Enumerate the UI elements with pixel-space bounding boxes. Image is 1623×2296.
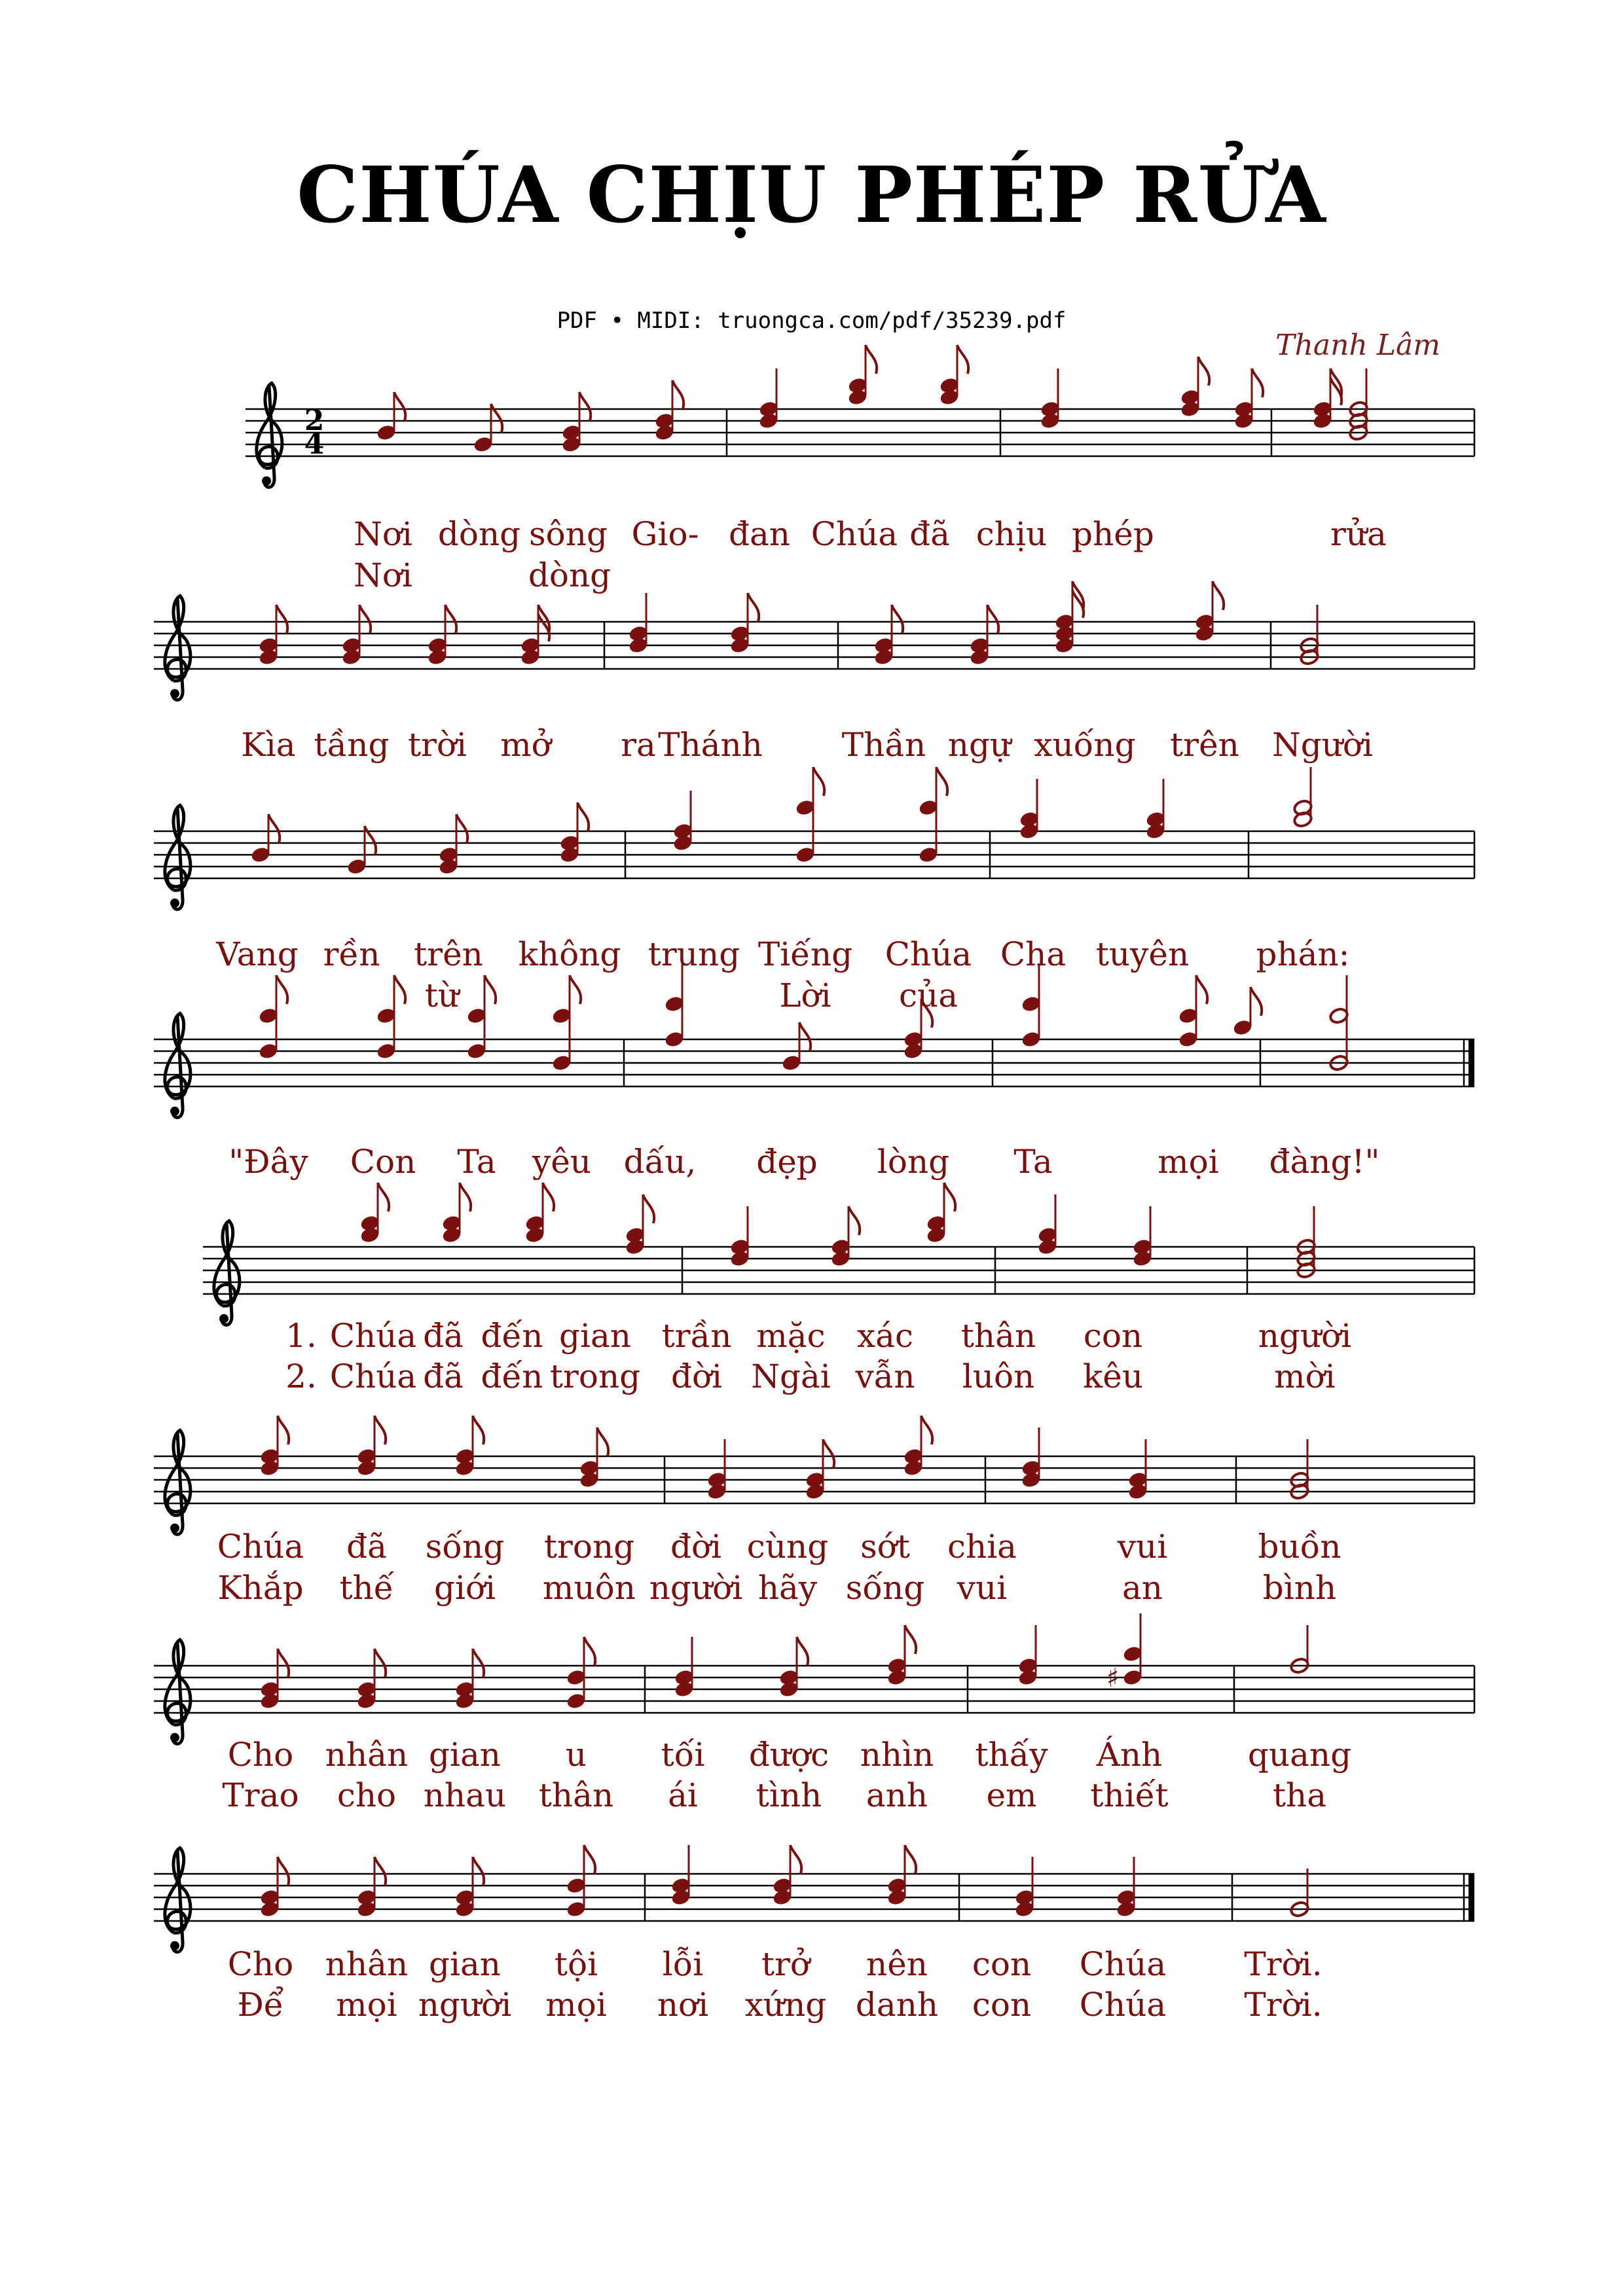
lyric-syllable: cho — [337, 1776, 397, 1814]
note-flag — [278, 1649, 289, 1677]
note-chord — [782, 1022, 811, 1071]
note-chord — [442, 1183, 471, 1244]
lyric-syllable: của — [898, 977, 958, 1014]
lyric-syllable: người — [418, 1986, 512, 2024]
note-chord — [1116, 1857, 1137, 1918]
lyric-syllable: Cho — [227, 1736, 294, 1774]
note-chord — [1290, 1625, 1310, 1674]
note-chord — [665, 963, 685, 1048]
lyric-syllable: đã — [346, 1528, 387, 1566]
lyric-syllable: trên — [1170, 726, 1239, 764]
lyric-syllable: muôn — [543, 1569, 636, 1607]
lyric-syllable: em — [986, 1776, 1037, 1814]
note-chord — [730, 1206, 750, 1267]
note-chord — [926, 1183, 956, 1244]
lyric-syllable: Cho — [227, 1945, 294, 1983]
note-flag — [799, 1022, 811, 1051]
final-bar-thick — [1468, 1039, 1474, 1086]
note-chord — [376, 975, 406, 1060]
note-flag — [936, 767, 947, 796]
lyric-syllable: 1. — [285, 1317, 317, 1355]
lyric-syllable: rửa — [1330, 515, 1387, 553]
note-chord — [1015, 1857, 1035, 1918]
lyric-syllable: trần — [661, 1317, 732, 1355]
lyric-syllable: Gio- — [631, 515, 699, 553]
note-chord — [1055, 581, 1084, 654]
lyric-syllable: dòng — [528, 556, 611, 594]
note-chord — [673, 791, 693, 852]
lyric-syllable: tình — [756, 1776, 822, 1814]
note-chord — [848, 345, 877, 406]
note-chord — [376, 392, 406, 441]
note-flag — [1213, 581, 1224, 610]
lyric-syllable: con — [972, 1986, 1032, 2024]
lyric-syllable: luôn — [962, 1357, 1035, 1395]
note-chord — [467, 975, 496, 1060]
note-flag — [584, 1637, 595, 1666]
treble-clef-dot — [219, 1314, 228, 1323]
lyric-syllable: gian — [558, 1317, 632, 1355]
lyric-syllable: mọi — [336, 1986, 397, 2024]
lyric-syllable: đã — [909, 515, 950, 553]
lyric-syllable: được — [748, 1736, 830, 1774]
note-chord — [759, 368, 779, 429]
note-chord — [473, 404, 503, 453]
lyric-syllable: Chúa — [811, 515, 898, 553]
note-flag — [797, 1637, 808, 1666]
note-flag — [1252, 368, 1263, 397]
note-flag — [359, 605, 371, 634]
lyric-syllable: u — [565, 1736, 587, 1774]
lyric-syllable: buồn — [1258, 1528, 1341, 1566]
note-chord — [1329, 975, 1349, 1071]
note-chord — [919, 767, 948, 863]
lyric-syllable: xứng — [744, 1986, 827, 2024]
lyric-syllable: Nơi — [354, 556, 412, 594]
note-chord — [1233, 987, 1262, 1036]
note-flag — [491, 404, 502, 433]
lyric-syllable: thế — [339, 1569, 394, 1607]
lyric-syllable: rền — [323, 935, 380, 973]
lyric-syllable: thân — [538, 1776, 614, 1814]
lyric-syllable: vui — [1117, 1528, 1168, 1566]
note-flag — [394, 392, 405, 421]
treble-clef-dot — [170, 1941, 179, 1950]
note-flag — [278, 1416, 289, 1444]
lyric-syllable: sông — [529, 515, 608, 553]
note-flag — [944, 1183, 955, 1211]
lyric-syllable: ra — [621, 726, 656, 764]
lyric-syllable: Ngài — [751, 1357, 831, 1395]
note-flag — [456, 814, 467, 843]
lyric-syllable: Lời — [779, 977, 831, 1014]
lyric-syllable: giới — [433, 1569, 496, 1607]
lyric-syllable: hãy — [757, 1569, 818, 1607]
final-bar-thick — [1468, 1874, 1474, 1921]
lyric-syllable: lòng — [877, 1143, 950, 1181]
lyric-syllable: bình — [1262, 1569, 1337, 1607]
lyric-syllable: vẫn — [855, 1357, 915, 1395]
lyric-syllable: không — [518, 935, 621, 973]
lyric-syllable: đến — [481, 1357, 543, 1395]
note-chord — [1146, 779, 1166, 840]
note-flag — [473, 1649, 484, 1677]
treble-clef-dot — [170, 1107, 179, 1116]
lyric-syllable: Vang — [216, 935, 299, 973]
note-flag — [579, 392, 591, 421]
note-flag — [597, 1427, 608, 1456]
note-chord — [674, 1637, 695, 1698]
lyric-syllable: sớt — [860, 1528, 910, 1566]
lyric-syllable: tầng — [314, 726, 390, 764]
lyric-syllable: Con — [350, 1143, 416, 1181]
treble-clef-icon — [257, 383, 282, 487]
lyric-syllable: Thần — [841, 726, 926, 764]
lyric-syllable: mọi — [1158, 1143, 1219, 1181]
note-chord — [1018, 1625, 1038, 1686]
lyric-syllable: nhân — [325, 1945, 409, 1983]
lyric-syllable: Chúa — [329, 1357, 417, 1395]
lyric-syllable: vui — [957, 1569, 1008, 1607]
lyric-syllable: trời — [407, 726, 467, 764]
note-chord — [1349, 368, 1369, 441]
lyric-syllable: anh — [866, 1776, 928, 1814]
note-chord — [552, 975, 581, 1071]
lyric-syllable: sống — [425, 1528, 505, 1566]
treble-clef-dot — [170, 689, 179, 698]
lyric-syllable: yêu — [532, 1143, 592, 1181]
lyric-syllable: xuống — [1034, 726, 1136, 764]
note-flag — [570, 975, 581, 1004]
lyric-syllable: trở — [761, 1945, 811, 1983]
note-flag — [374, 1857, 386, 1886]
lyric-syllable: nhân — [325, 1736, 409, 1774]
note-flag — [473, 1857, 484, 1886]
lyric-syllable: con — [972, 1945, 1032, 1983]
lyric-syllable: Ta — [1013, 1143, 1053, 1181]
lyric-syllable: quang — [1247, 1736, 1352, 1774]
treble-clef-icon — [165, 1430, 191, 1534]
note-chord — [1106, 1613, 1142, 1693]
composer-name: Thanh Lâm — [1275, 329, 1440, 362]
lyric-syllable: chịu — [976, 515, 1048, 553]
lyric-syllable: Nơi — [354, 515, 412, 553]
note-chord — [566, 1637, 596, 1710]
note-chord — [1021, 1427, 1042, 1488]
lyric-syllable: người — [649, 1569, 743, 1607]
song-title: CHÚA CHỊU PHÉP RỬA — [297, 149, 1326, 240]
lyric-syllable: dấu, — [623, 1143, 697, 1181]
note-chord — [525, 1183, 555, 1244]
note-flag — [268, 814, 280, 843]
lyric-syllable: nên — [866, 1945, 928, 1983]
note-flag — [365, 826, 376, 855]
note-flag — [460, 1183, 471, 1211]
lyric-syllable: lỗi — [662, 1945, 704, 1983]
treble-clef-dot — [170, 1733, 179, 1742]
note-flag — [987, 605, 998, 634]
note-flag — [957, 345, 968, 374]
staff-system — [154, 767, 1474, 1014]
lyric-syllable: Người — [1271, 726, 1374, 764]
note-chord — [629, 593, 649, 654]
treble-clef-icon — [165, 805, 191, 909]
note-chord — [707, 1439, 727, 1500]
note-flag — [584, 1845, 595, 1874]
note-chord — [1178, 975, 1208, 1048]
note-chord — [1293, 767, 1313, 828]
lyric-syllable: kêu — [1082, 1357, 1144, 1395]
note-flag — [672, 380, 684, 409]
note-flag — [394, 975, 405, 1004]
note-flag — [276, 975, 287, 1004]
lyric-syllable: thiết — [1090, 1776, 1169, 1814]
lyric-syllable: phán: — [1256, 935, 1350, 973]
note-flag — [813, 767, 824, 796]
lyric-syllable: ngự — [947, 726, 1012, 764]
lyric-syllable: gian — [428, 1945, 501, 1983]
note-flag — [823, 1439, 834, 1468]
note-flag — [484, 975, 496, 1004]
lyric-syllable: mặc — [756, 1317, 826, 1355]
note-flag — [1198, 357, 1209, 386]
lyric-syllable: đàng!" — [1269, 1143, 1380, 1181]
lyric-syllable: Khắp — [217, 1569, 304, 1607]
lyric-syllable: đến — [481, 1317, 543, 1355]
note-flag — [748, 593, 759, 622]
lyric-syllable: Trao — [222, 1776, 299, 1814]
lyric-syllable: con — [1083, 1317, 1143, 1355]
lyric-syllable: Ánh — [1096, 1736, 1163, 1774]
note-chord — [1040, 368, 1061, 429]
time-signature-bottom: 4 — [304, 427, 325, 461]
note-chord — [1019, 779, 1040, 840]
lyric-syllable: thấy — [975, 1736, 1048, 1774]
lyric-syllable: Trời. — [1244, 1986, 1322, 2024]
note-flag — [1196, 975, 1207, 1004]
lyric-syllable: an — [1122, 1569, 1163, 1607]
note-flag — [278, 1857, 289, 1886]
lyric-syllable: tha — [1272, 1776, 1327, 1814]
lyric-syllable: từ — [424, 977, 460, 1014]
lyric-syllable: 2. — [285, 1357, 317, 1395]
treble-clef-icon — [165, 1013, 191, 1117]
lyric-syllable: trên — [414, 935, 483, 973]
lyric-syllable: chia — [947, 1528, 1017, 1566]
lyric-syllable: mọi — [545, 1986, 607, 2024]
note-chord — [795, 767, 825, 863]
staff-system — [246, 345, 1474, 594]
staff-system — [154, 1845, 1474, 2024]
lyric-syllable: Tiếng — [757, 935, 853, 973]
lyric-syllable: gian — [428, 1736, 501, 1774]
lyric-syllable: ái — [668, 1776, 698, 1814]
note-flag — [445, 605, 456, 634]
note-flag — [276, 605, 287, 634]
note-flag — [374, 1649, 386, 1677]
treble-clef-icon — [165, 596, 191, 700]
staff-system — [154, 1613, 1474, 1814]
lyric-syllable: dòng — [437, 515, 521, 553]
lyric-syllable: trung — [647, 935, 740, 973]
staff-system — [203, 1183, 1474, 1395]
note-chord — [1021, 963, 1042, 1048]
lyric-syllable: tội — [554, 1945, 598, 1983]
lyric-syllable: Chúa — [1079, 1986, 1167, 2024]
lyric-syllable: đẹp — [756, 1143, 818, 1181]
note-flag — [905, 1625, 916, 1654]
note-flag — [905, 1845, 916, 1874]
note-chord — [259, 975, 288, 1060]
note-chord — [360, 1183, 390, 1244]
note-flag — [866, 345, 877, 374]
lyric-syllable: đã — [423, 1317, 464, 1355]
lyric-syllable: Để — [237, 1986, 284, 2024]
lyric-syllable: trong — [549, 1357, 641, 1395]
note-chord — [251, 814, 280, 863]
treble-clef-dot — [262, 476, 271, 486]
lyric-syllable: mời — [1274, 1357, 1336, 1395]
note-flag — [543, 1183, 554, 1211]
lyric-syllable: nơi — [657, 1986, 709, 2024]
note-flag — [921, 1416, 932, 1444]
lyric-syllable: Cha — [1000, 935, 1067, 973]
treble-clef-icon — [165, 1640, 191, 1744]
lyric-syllable: xác — [856, 1317, 914, 1355]
note-chord — [939, 345, 969, 406]
treble-clef-dot — [170, 899, 179, 908]
note-flag — [374, 1416, 386, 1444]
lyric-syllable: Chúa — [217, 1528, 304, 1566]
note-flag — [643, 1194, 654, 1223]
lyric-syllable: Ta — [457, 1143, 496, 1181]
note-flag — [473, 1416, 484, 1444]
staff-system — [154, 1416, 1474, 1607]
note-chord — [1296, 1206, 1317, 1279]
note-chord — [1133, 1206, 1153, 1267]
lyric-syllable: danh — [855, 1986, 939, 2024]
lyric-syllable: Trời. — [1244, 1945, 1322, 1983]
lyric-syllable: cùng — [746, 1528, 829, 1566]
note-chord — [1038, 1194, 1058, 1255]
lyric-syllable: đã — [423, 1357, 464, 1395]
note-flag — [892, 605, 903, 634]
lyric-syllable: tối — [661, 1736, 705, 1774]
treble-clef-icon — [165, 1848, 191, 1952]
note-chord — [566, 1845, 596, 1918]
lyric-syllable: đời — [670, 1357, 723, 1395]
lyric-syllable: nhìn — [860, 1736, 934, 1774]
lyric-syllable: Chúa — [1079, 1945, 1167, 1983]
lyric-syllable: Chúa — [329, 1317, 417, 1355]
lyric-syllable: Thánh — [658, 726, 763, 764]
sharp-icon: ♯ — [1106, 1663, 1120, 1693]
note-flag — [378, 1183, 389, 1211]
lyric-syllable: nhau — [423, 1776, 507, 1814]
lyric-syllable: trong — [543, 1528, 635, 1566]
treble-clef-icon — [214, 1221, 240, 1325]
time-signature-top: 2 — [304, 404, 325, 437]
lyric-syllable: thân — [960, 1317, 1036, 1355]
lyric-syllable: Kìa — [241, 726, 296, 764]
treble-clef-dot — [170, 1524, 179, 1533]
lyric-syllable: đan — [728, 515, 791, 553]
lyric-syllable: Chúa — [884, 935, 972, 973]
lyric-syllable: mở — [500, 726, 551, 764]
lyric-syllable: tuyên — [1095, 935, 1190, 973]
lyric-syllable: sống — [845, 1569, 925, 1607]
note-chord — [1290, 1869, 1310, 1918]
note-chord — [671, 1845, 691, 1906]
note-flag — [848, 1206, 860, 1235]
note-flag — [790, 1845, 801, 1874]
lyric-syllable: phép — [1072, 515, 1154, 553]
note-chord — [1128, 1439, 1148, 1500]
note-flag — [577, 802, 589, 831]
source-link[interactable]: PDF • MIDI: truongca.com/pdf/35239.pdf — [556, 308, 1067, 334]
note-flag — [1250, 987, 1262, 1016]
lyric-syllable: đời — [670, 1528, 722, 1566]
note-chord — [347, 826, 376, 875]
staff-system — [154, 581, 1474, 764]
lyric-syllable: "Đây — [228, 1143, 308, 1181]
lyric-syllable: người — [1258, 1317, 1352, 1355]
